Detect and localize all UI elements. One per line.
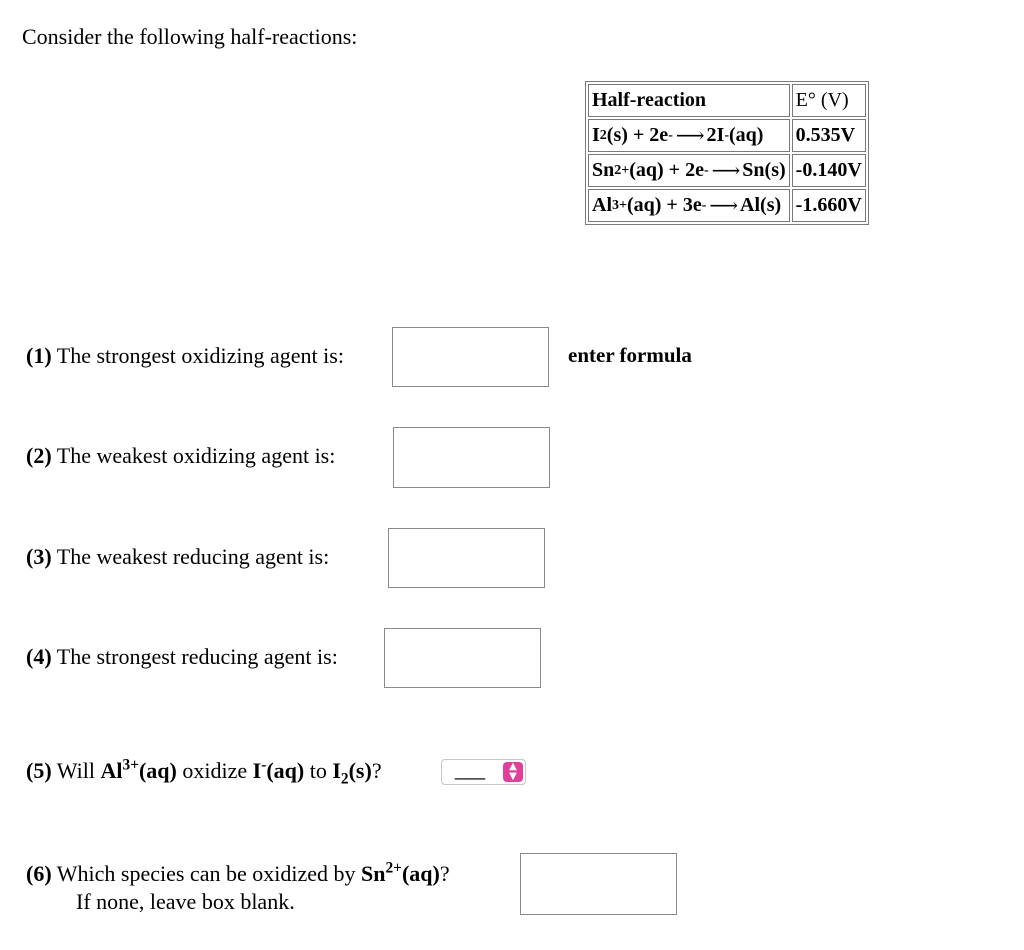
answer-input-4[interactable] xyxy=(384,628,541,688)
question-6: (6) Which species can be oxidized by $Sn^{2+}(aq)$? If none, leave box blank. xyxy=(26,859,450,914)
question-5: (5) Will $Al^{3+}(aq)$ oxidize I-(aq) to $I_2(s)$? xyxy=(26,756,382,788)
reaction-cell: I 2 (s) + 2e - ⟶ 2I - (aq) xyxy=(588,119,790,152)
table-header-row xyxy=(588,84,866,117)
potential-cell: -0.140V xyxy=(792,154,866,187)
answer-input-2[interactable] xyxy=(393,427,550,488)
header-half-reaction: Half-reaction xyxy=(588,84,790,117)
question-1: (1) The strongest oxidizing agent is: xyxy=(26,343,344,368)
reaction-cell: Sn 2+ (aq) + 2e - ⟶ Sn(s) xyxy=(588,154,790,187)
question-3: (3) The weakest reducing agent is: xyxy=(26,544,330,569)
potential-cell: -1.660V xyxy=(792,189,866,222)
header-potential: E° (V) xyxy=(792,84,866,117)
select-value: ___ xyxy=(455,760,486,780)
answer-select-5[interactable] xyxy=(441,759,526,785)
enter-formula-hint: enter formula xyxy=(568,343,692,367)
reaction-arrow-icon: ⟶ xyxy=(675,125,704,147)
half-reactions-table xyxy=(585,81,869,225)
question-4: (4) The strongest reducing agent is: xyxy=(26,644,338,669)
reaction-arrow-icon: ⟶ xyxy=(711,160,740,182)
reaction-arrow-icon: ⟶ xyxy=(709,195,738,217)
table-row xyxy=(588,154,866,187)
potential-cell: 0.535V xyxy=(792,119,866,152)
answer-input-1[interactable] xyxy=(392,327,549,387)
answer-input-3[interactable] xyxy=(388,528,545,588)
question-2: (2) The weakest oxidizing agent is: xyxy=(26,443,336,468)
reaction-cell: Al 3+ (aq) + 3e - ⟶ Al(s) xyxy=(588,189,790,222)
table-row xyxy=(588,189,866,222)
intro-text: Consider the following half-reactions: xyxy=(22,24,358,49)
answer-input-6[interactable] xyxy=(520,853,677,915)
chevron-updown-icon[interactable]: ▲ ▼ xyxy=(503,762,523,782)
table-row xyxy=(588,119,866,152)
